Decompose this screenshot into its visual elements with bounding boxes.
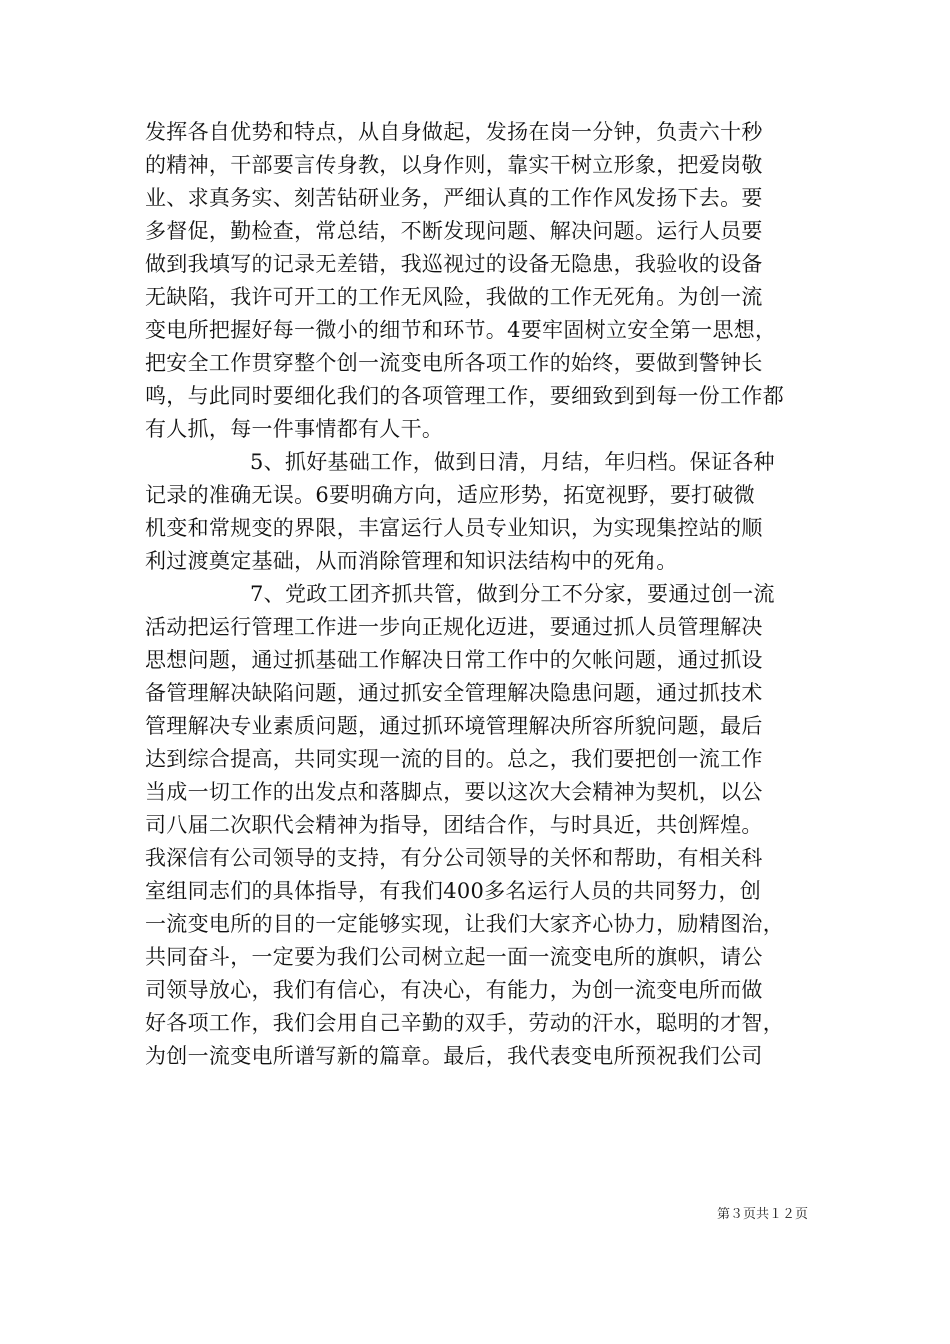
page-number: 第３页共１２页 [716,1207,808,1222]
paragraph-start-line: 5、抓好基础工作，做到日清，月结，年归档。保证各种 [250,450,775,474]
text-line: 备管理解决缺陷问题，通过抓安全管理解决隐患问题，通过抓技术 [145,681,763,705]
text-line: 利过渡奠定基础，从而消除管理和知识法结构中的死角。 [145,549,678,573]
text-line: 室组同志们的具体指导，有我们400多名运行人员的共同努力，创 [145,879,762,903]
text-line: 管理解决专业素质问题，通过抓环境管理解决所容所貌问题，最后 [145,714,763,738]
text-line: 机变和常规变的界限，丰富运行人员专业知识，为实现集控站的顺 [145,516,763,540]
paragraph-start-line: 7、党政工团齐抓共管，做到分工不分家，要通过创一流 [250,582,775,606]
text-line: 达到综合提高，共同实现一流的目的。总之，我们要把创一流工作 [145,747,763,771]
text-line: 一流变电所的目的一定能够实现，让我们大家齐心协力，励精图治， [145,912,784,936]
text-line: 司领导放心，我们有信心，有决心，有能力，为创一流变电所而做 [145,978,763,1002]
text-line: 司八届二次职代会精神为指导，团结合作，与时具近，共创辉煌。 [145,813,763,837]
text-line: 有人抓，每一件事情都有人干。 [145,417,444,441]
text-line: 好各项工作，我们会用自己辛勤的双手，劳动的汗水，聪明的才智， [145,1011,784,1035]
text-line: 做到我填写的记录无差错，我巡视过的设备无隐患，我验收的设备 [145,252,763,276]
text-line: 多督促，勤检查，常总结，不断发现问题、解决问题。运行人员要 [145,219,763,243]
text-line: 发挥各自优势和特点，从自身做起，发扬在岗一分钟，负责六十秒 [145,120,763,144]
text-line: 把安全工作贯穿整个创一流变电所各项工作的始终，要做到警钟长 [145,351,763,375]
text-line: 变电所把握好每一微小的细节和环节。4要牢固树立安全第一思想， [145,318,777,342]
text-line: 我深信有公司领导的支持，有分公司领导的关怀和帮助，有相关科 [145,846,763,870]
text-line: 为创一流变电所谱写新的篇章。最后，我代表变电所预祝我们公司 [145,1044,763,1068]
text-line: 当成一切工作的出发点和落脚点，要以这次大会精神为契机，以公 [145,780,763,804]
text-line: 共同奋斗，一定要为我们公司树立起一面一流变电所的旗帜，请公 [145,945,763,969]
text-line: 无缺陷，我许可开工的工作无风险，我做的工作无死角。为创一流 [145,285,763,309]
text-line: 鸣，与此同时要细化我们的各项管理工作，要细致到到每一份工作都 [145,384,784,408]
text-line: 的精神，干部要言传身教，以身作则，靠实干树立形象，把爱岗敬 [145,153,763,177]
text-line: 业、求真务实、刻苦钻研业务，严细认真的工作作风发扬下去。要 [145,186,763,210]
text-line: 思想问题，通过抓基础工作解决日常工作中的欠帐问题，通过抓设 [145,648,763,672]
text-line: 活动把运行管理工作进一步向正规化迈进，要通过抓人员管理解决 [145,615,763,639]
body-text [145,116,810,1073]
text-line: 记录的准确无误。6要明确方向，适应形势，拓宽视野，要打破微 [145,483,756,507]
